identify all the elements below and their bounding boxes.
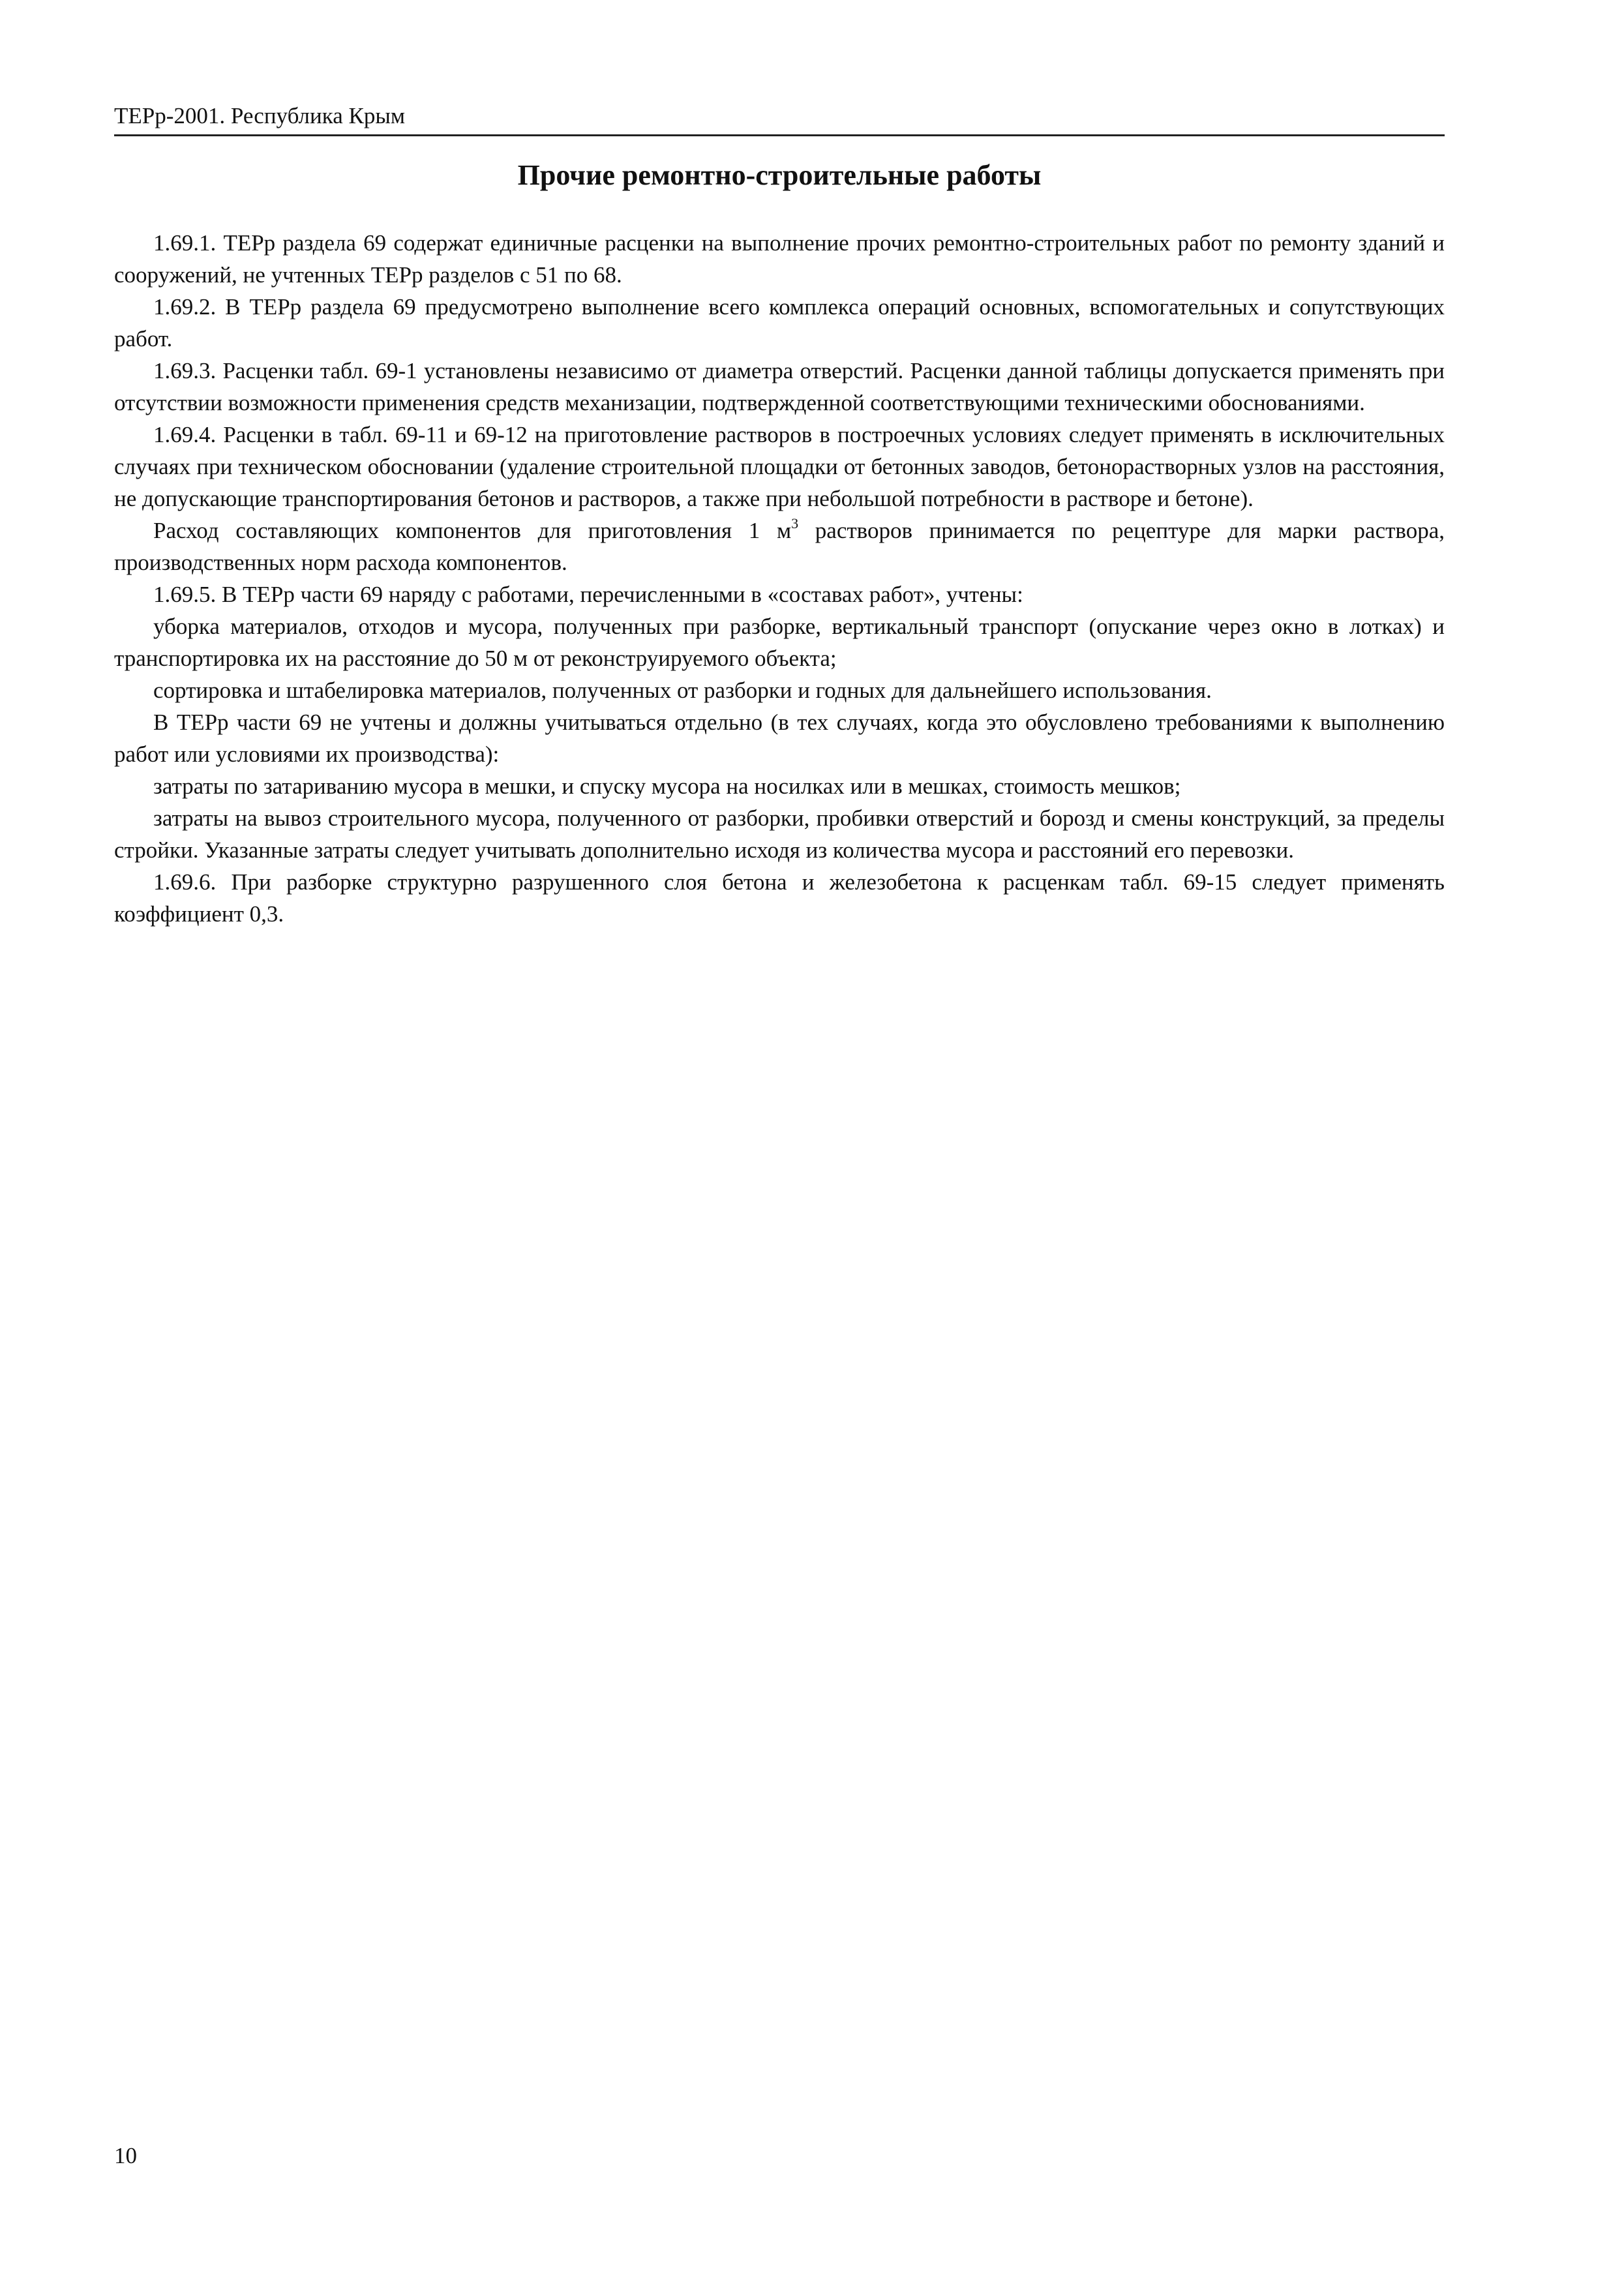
paragraph-bagging-costs: затраты по затариванию мусора в мешки, и спуску мусора на носилках или в мешках, стоимость мешков; bbox=[153, 773, 1181, 799]
running-header bbox=[114, 98, 1445, 136]
paragraph-1-69-6: 1.69.6. При разборке структурно разрушенного слоя бетона и железобетона к расценкам табл. 69-15 следует применять коэффициент 0,3. bbox=[114, 869, 1445, 927]
paragraph-1-69-1: 1.69.1. ТЕРр раздела 69 содержат единичные расценки на выполнение прочих ремонтно-строительных работ по ремонту зданий и сооружений, не учтенных ТЕРр разделов с 51 по 68. bbox=[114, 230, 1445, 288]
running-header-title: ТЕРр-2001. Республика Крым bbox=[114, 103, 405, 128]
paragraph-included-sorting: сортировка и штабелировка материалов, полученных от разборки и годных для дальнейшего использования. bbox=[153, 678, 1212, 703]
paragraph-removal-costs: затраты на вывоз строительного мусора, полученного от разборки, пробивки отверстий и борозд и смены конструкций, за пределы стройки. Указанные затраты следует учитывать дополнительно исходя из количества мусора и расстояний его перевозки. bbox=[114, 805, 1445, 863]
paragraph-not-included: В ТЕРр части 69 не учтены и должны учитываться отдельно (в тех случаях, когда это обусловлено требованиями к выполнению работ или условиями их производства): bbox=[114, 710, 1445, 767]
paragraph-1-69-2: 1.69.2. В ТЕРр раздела 69 предусмотрено выполнение всего комплекса операций основных, вспомогательных и сопутствующих работ. bbox=[114, 294, 1445, 352]
cubic-superscript: 3 bbox=[791, 515, 799, 532]
document-body bbox=[114, 227, 1445, 930]
page-number: 10 bbox=[114, 2143, 137, 2168]
paragraph-components-text-after: растворов принимается по рецептуре для марки раствора, производственных норм расхода компонентов. bbox=[114, 518, 1445, 575]
paragraph-1-69-3: 1.69.3. Расценки табл. 69-1 установлены независимо от диаметра отверстий. Расценки данной таблицы допускается применять при отсутствии возможности применения средств механизации, подтвержденной соответствующими техническими обоснованиями. bbox=[114, 358, 1445, 415]
paragraph-components-text-before: Расход составляющих компонентов для приготовления 1 м bbox=[153, 518, 792, 543]
paragraph-included-cleanup: уборка материалов, отходов и мусора, полученных при разборке, вертикальный транспорт (опускание через окно в лотках) и транспортировка их на расстояние до 50 м от реконструируемого объекта; bbox=[114, 614, 1445, 671]
paragraph-components-consumption bbox=[114, 515, 1445, 578]
paragraph-1-69-5: 1.69.5. В ТЕРр части 69 наряду с работами, перечисленными в «составах работ», учтены: bbox=[153, 582, 1023, 607]
paragraph-1-69-4: 1.69.4. Расценки в табл. 69-11 и 69-12 на приготовление растворов в построечных условиях следует применять в исключительных случаях при техническом обосновании (удаление строительной площадки от бетонных заводов, бетонорастворных узлов на расстояния, не допускающие транспортирования бетонов и растворов, а также при небольшой потребности в растворе и бетоне). bbox=[114, 422, 1445, 511]
section-heading: Прочие ремонтно-строительные работы bbox=[517, 159, 1042, 191]
